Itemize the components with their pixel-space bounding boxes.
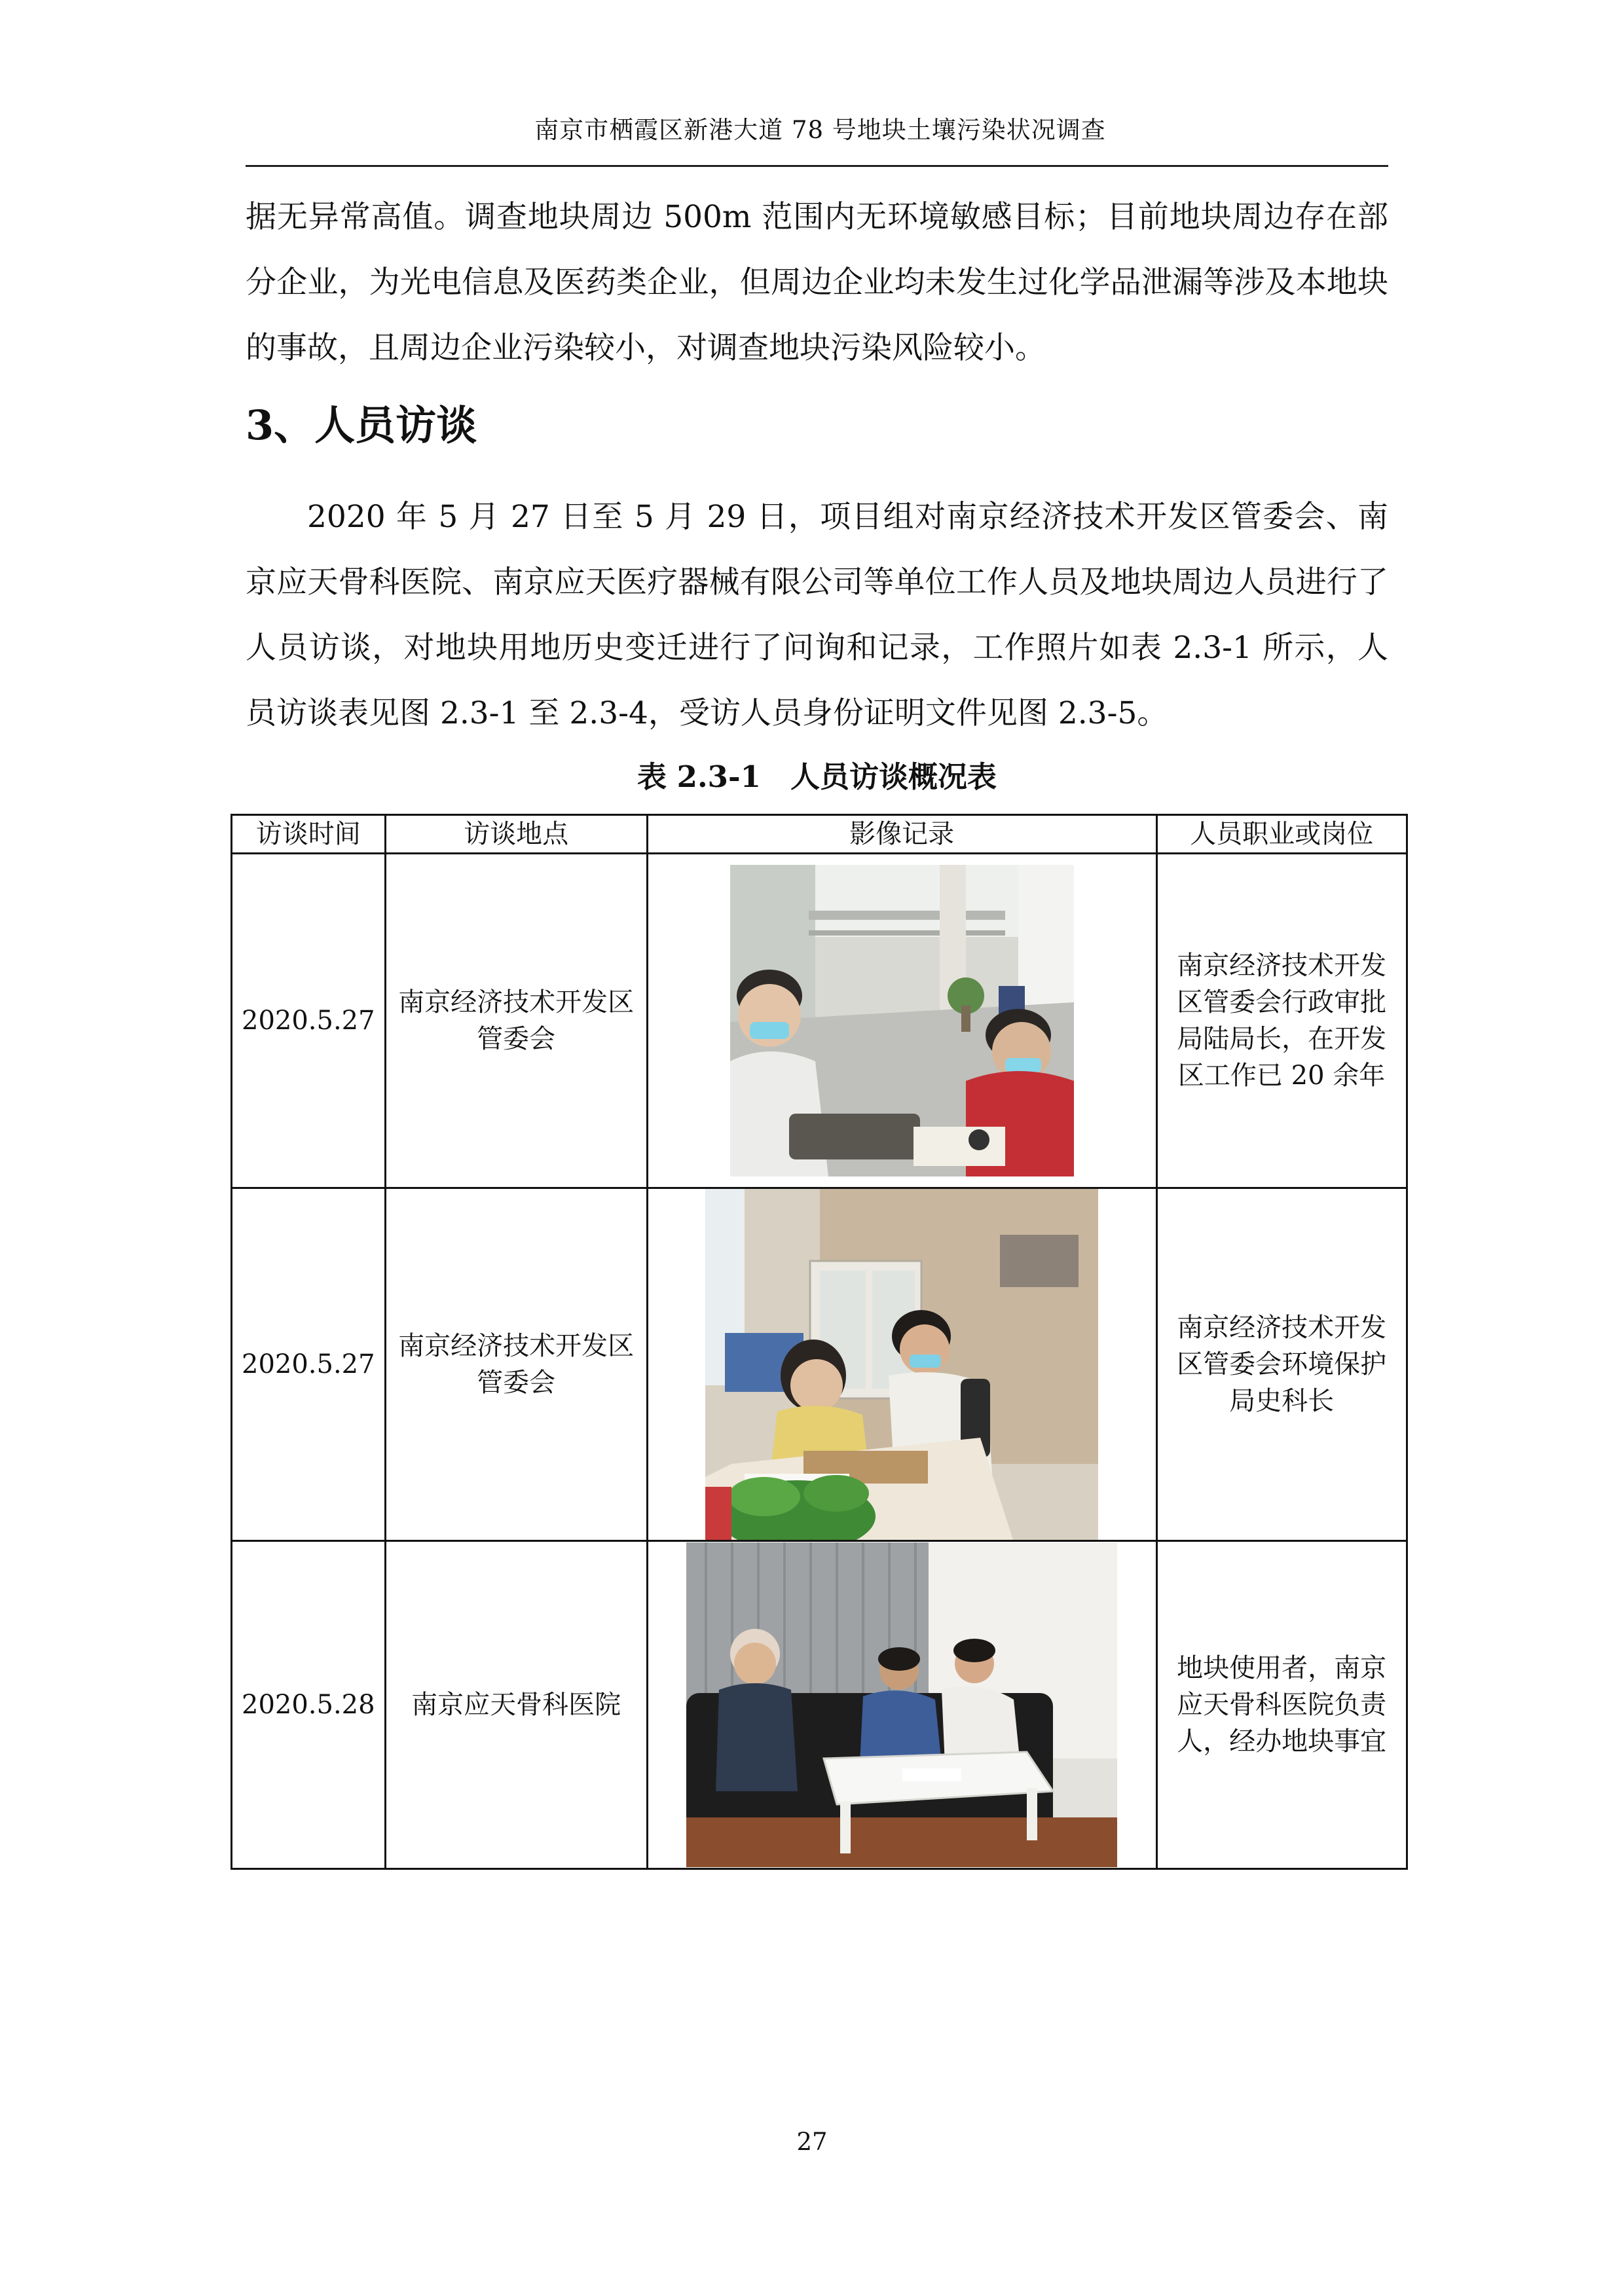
- interview-photo-office: [705, 1189, 1098, 1540]
- page-number: 27: [796, 2128, 828, 2156]
- paragraph-site-survey: 据无异常高值。调查地块周边 500m 范围内无环境敏感目标；目前地块周边存在部分企业，为光电信息及医药类企业，但周边企业均未发生过化学品泄漏等涉及本地块的事故，且周边企业污染较小，对调查地块污染风险较小。: [246, 199, 1388, 366]
- section-heading: 3、人员访谈: [246, 401, 477, 449]
- interview-place: 南京经济技术开发区管委会: [385, 854, 647, 1188]
- interview-photo-hospital: [686, 1542, 1117, 1867]
- header-interview-place: 访谈地点: [385, 815, 647, 854]
- interview-place: 南京应天骨科医院: [385, 1541, 647, 1869]
- interview-date: 2020.5.28: [232, 1541, 386, 1869]
- table-row: [232, 1188, 1407, 1541]
- photo-cell: [647, 1541, 1156, 1869]
- interviewee-role: 南京经济技术开发区管委会环境保护局史科长: [1156, 1188, 1407, 1541]
- photo-cell: [647, 854, 1156, 1188]
- header-image-record: 影像记录: [647, 815, 1156, 854]
- interview-date: 2020.5.27: [232, 1188, 386, 1541]
- interviewee-role: 地块使用者，南京应天骨科医院负责人，经办地块事宜: [1156, 1541, 1407, 1869]
- table-row: [232, 854, 1407, 1188]
- interview-date: 2020.5.27: [232, 854, 386, 1188]
- header-interview-time: 访谈时间: [232, 815, 386, 854]
- table-header-row: [232, 815, 1407, 854]
- table-caption: 表 2.3-1 人员访谈概况表: [637, 759, 997, 794]
- interview-place: 南京经济技术开发区管委会: [385, 1188, 647, 1541]
- paragraph-interview-intro: 2020 年 5 月 27 日至 5 月 29 日，项目组对南京经济技术开发区管委会、南京应天骨科医院、南京应天医疗器械有限公司等单位工作人员及地块周边人员进行了人员访谈，对地块用地历史变迁进行了问询和记录，工作照片如表 2.3-1 所示，人员访谈表见图 2.3-1 至 2.3-4，受访人员身份证明文件见图 2.3-5。: [246, 499, 1388, 731]
- header-divider: [246, 165, 1388, 167]
- header-occupation: 人员职业或岗位: [1156, 815, 1407, 854]
- photo-cell: [647, 1188, 1156, 1541]
- interviewee-role: 南京经济技术开发区管委会行政审批局陆局长，在开发区工作已 20 余年: [1156, 854, 1407, 1188]
- page-header: 南京市栖霞区新港大道 78 号地块土壤污染状况调查: [534, 116, 1106, 144]
- table-row: [232, 1541, 1407, 1869]
- interview-photo-lobby: [730, 865, 1074, 1176]
- interview-summary-table: [231, 814, 1408, 1870]
